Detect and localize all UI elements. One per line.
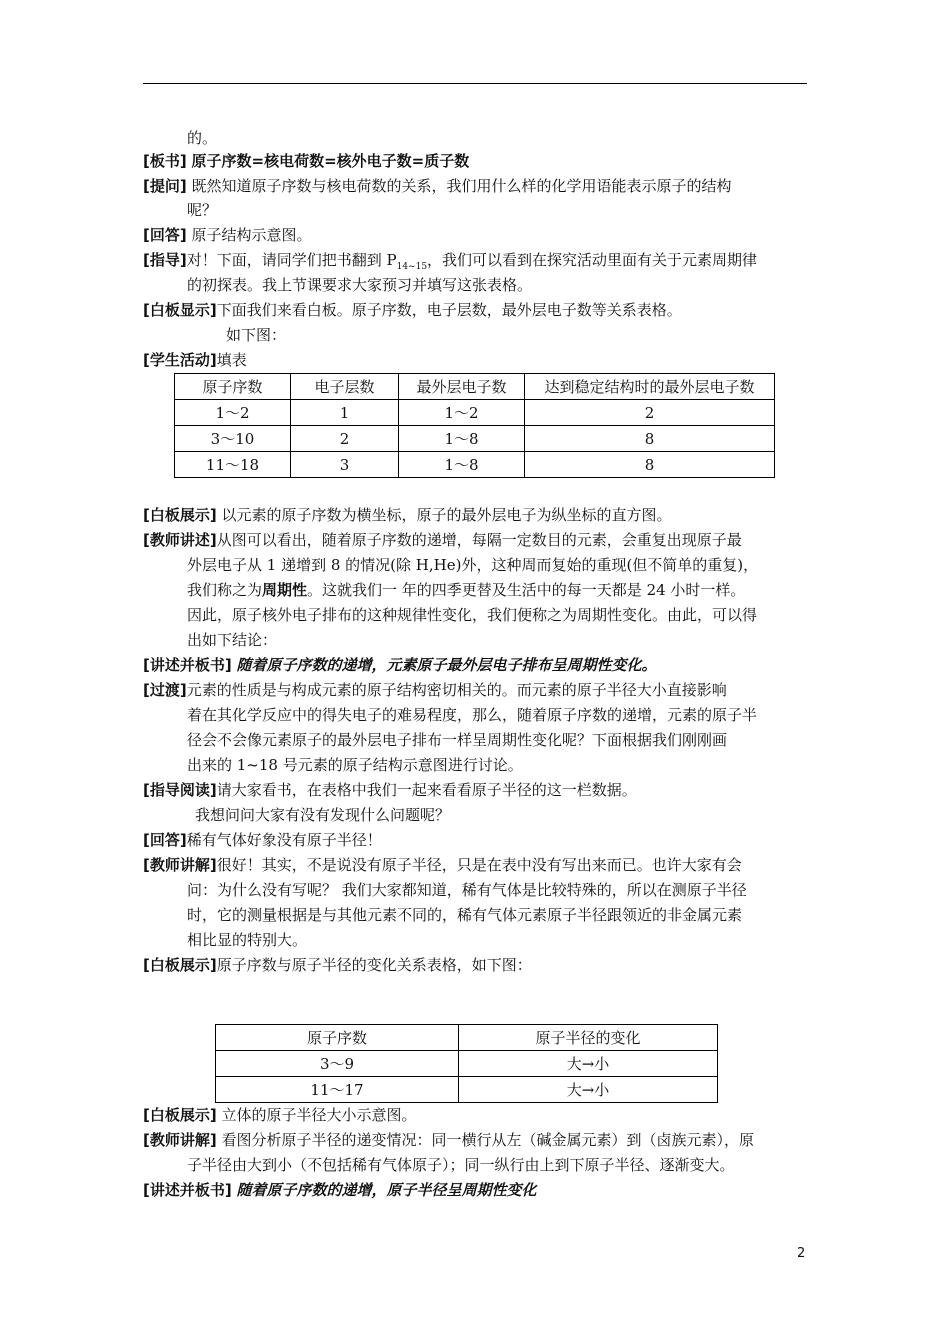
line-text: 下面我们来看白板。原子序数，电子层数，最外层电子数等关系表格。 bbox=[216, 301, 682, 319]
table-header: 达到稳定结构时的最外层电子数 bbox=[525, 374, 775, 400]
table-row bbox=[175, 452, 775, 478]
periodic-table-1 bbox=[174, 373, 775, 478]
table-cell: 大→小 bbox=[459, 1051, 718, 1077]
line-text: 填表 bbox=[216, 351, 247, 369]
emphasis-text: 周期性 bbox=[262, 581, 308, 599]
line-text: 对！下面，请同学们把书翻到 P bbox=[186, 251, 397, 269]
text-line bbox=[143, 780, 637, 800]
line-text: 原子序数与原子半径的变化关系表格，如下图： bbox=[216, 956, 532, 974]
section-tag: [讲述并板书] bbox=[143, 1181, 232, 1199]
text-line: 相比显的特别大。 bbox=[187, 931, 308, 949]
text-line bbox=[143, 655, 657, 675]
text-line: 的。 bbox=[187, 129, 218, 147]
atomic-radius-table bbox=[215, 1024, 718, 1103]
line-text: 很好！其实，不是说没有原子半径，只是在表中没有写出来而已。也许大家有会 bbox=[216, 856, 742, 874]
table-cell: 大→小 bbox=[459, 1077, 718, 1103]
table-header: 最外层电子数 bbox=[399, 374, 525, 400]
text-line bbox=[143, 151, 469, 171]
table-row bbox=[175, 400, 775, 426]
table-cell: 1～2 bbox=[399, 400, 525, 426]
text-line: 时，它的测量根据是与其他元素不同的，稀有气体元素原子半径跟领近的非金属元素 bbox=[187, 906, 743, 924]
section-tag: [白板展示] bbox=[143, 956, 217, 974]
table-cell: 2 bbox=[291, 426, 399, 452]
text-line: 如下图： bbox=[226, 326, 287, 344]
line-text: 既然知道原子序数与核电荷数的关系，我们用什么样的化学用语能表示原子的结构 bbox=[191, 177, 732, 195]
text-line: 我想问问大家有没有发现什么问题呢？ bbox=[195, 806, 451, 824]
table-cell: 1～8 bbox=[399, 452, 525, 478]
text-line: 出来的 1~18 号元素的原子结构示意图进行讨论。 bbox=[187, 756, 523, 774]
table-header-row bbox=[216, 1025, 718, 1051]
section-tag: [板书] bbox=[143, 152, 187, 170]
table-header: 电子层数 bbox=[291, 374, 399, 400]
table-cell: 3 bbox=[291, 452, 399, 478]
section-tag: [教师讲述] bbox=[143, 531, 217, 549]
text-line: 的初探表。我上节课要求大家预习并填写这张表格。 bbox=[187, 276, 533, 294]
table-cell: 8 bbox=[525, 426, 775, 452]
text-line: 出如下结论： bbox=[187, 631, 278, 649]
page-number: 2 bbox=[797, 1246, 806, 1261]
text-line bbox=[187, 580, 745, 600]
line-text: 看图分析原子半径的递变情况：同一横行从左（碱金属元素）到（卤族元素），原 bbox=[221, 1131, 755, 1149]
text-line: 因此，原子核外电子排布的这种规律性变化，我们便称之为周期性变化。由此，可以得 bbox=[187, 606, 758, 624]
section-tag: [指导阅读] bbox=[143, 781, 217, 799]
text-line bbox=[143, 250, 757, 277]
section-tag: [回答] bbox=[143, 831, 187, 849]
text-line bbox=[143, 830, 382, 850]
table-cell: 2 bbox=[525, 400, 775, 426]
text-line: 着在其化学反应中的得失电子的难易程度，那么，随着原子序数的递增，元素的原子半 bbox=[187, 706, 758, 724]
section-tag: [指导] bbox=[143, 251, 187, 269]
text-line bbox=[143, 1180, 537, 1200]
table-header: 原子序数 bbox=[216, 1025, 459, 1051]
header-rule bbox=[143, 83, 807, 84]
line-text: 请大家看书，在表格中我们一起来看看原子半径的这一栏数据。 bbox=[216, 781, 637, 799]
section-tag: [白板展示] bbox=[143, 1106, 217, 1124]
section-tag: [教师讲解] bbox=[143, 856, 217, 874]
table-header: 原子半径的变化 bbox=[459, 1025, 718, 1051]
line-text: 我们称之为 bbox=[187, 581, 263, 599]
table-cell: 8 bbox=[525, 452, 775, 478]
text-line bbox=[143, 505, 672, 525]
section-tag: [白板展示] bbox=[143, 506, 217, 524]
board-text: 随着原子序数的递增，原子半径呈周期性变化 bbox=[236, 1181, 537, 1199]
table-header-row bbox=[175, 374, 775, 400]
table-cell: 3～9 bbox=[216, 1051, 459, 1077]
table-cell: 1～8 bbox=[399, 426, 525, 452]
text-line: 呢？ bbox=[187, 201, 218, 219]
text-line bbox=[143, 680, 727, 700]
text-line bbox=[143, 300, 682, 320]
line-text: 原子结构示意图。 bbox=[191, 226, 312, 244]
text-line bbox=[143, 350, 247, 370]
line-text: 以元素的原子序数为横坐标，原子的最外层电子为纵坐标的直方图。 bbox=[221, 506, 672, 524]
section-tag: [白板显示] bbox=[143, 301, 217, 319]
table-row bbox=[216, 1051, 718, 1077]
text-line: 子半径由大到小（不包括稀有气体原子）；同一纵行由上到下原子半径、逐渐变大。 bbox=[187, 1156, 735, 1174]
section-tag: [提问] bbox=[143, 177, 187, 195]
line-text: 立体的原子半径大小示意图。 bbox=[221, 1106, 417, 1124]
table-cell: 1 bbox=[291, 400, 399, 426]
table-cell: 11～18 bbox=[175, 452, 291, 478]
table-row bbox=[175, 426, 775, 452]
board-text: 随着原子序数的递增，元素原子最外层电子排布呈周期性变化。 bbox=[236, 656, 657, 674]
subscript: 14~15 bbox=[396, 262, 428, 272]
text-line bbox=[143, 1105, 417, 1125]
text-line bbox=[143, 225, 312, 245]
line-text: 从图可以看出，随着原子序数的递增，每隔一定数目的元素，会重复出现原子最 bbox=[216, 531, 742, 549]
text-line bbox=[143, 530, 742, 550]
text-line bbox=[143, 1130, 754, 1150]
section-tag: [过渡] bbox=[143, 681, 187, 699]
text-line: 外层电子从 1 递增到 8 的情况(除 H,He)外，这种周而复始的重现(但不简单的重复)， bbox=[187, 556, 759, 574]
section-tag: [学生活动] bbox=[143, 351, 217, 369]
section-tag: [教师讲解] bbox=[143, 1131, 217, 1149]
section-tag: [讲述并板书] bbox=[143, 656, 232, 674]
section-tag: [回答] bbox=[143, 226, 187, 244]
text-line bbox=[143, 955, 532, 975]
text-line: 径会不会像元素原子的最外层电子排布一样呈周期性变化呢？下面根据我们刚刚画 bbox=[187, 731, 728, 749]
table-header: 原子序数 bbox=[175, 374, 291, 400]
table-cell: 1～2 bbox=[175, 400, 291, 426]
text-line: 问：为什么没有写呢？ 我们大家都知道，稀有气体是比较特殊的，所以在测原子半径 bbox=[187, 881, 747, 899]
table-cell: 11～17 bbox=[216, 1077, 459, 1103]
table-cell: 3～10 bbox=[175, 426, 291, 452]
table-row bbox=[216, 1077, 718, 1103]
board-text: 原子序数=核电荷数=核外电子数=质子数 bbox=[191, 152, 470, 170]
line-text: 。这就我们一 年的四季更替及生活中的每一天都是 24 小时一样。 bbox=[307, 581, 746, 599]
line-text: ，我们可以看到在探究活动里面有关于元素周期律 bbox=[427, 251, 758, 269]
line-text: 稀有气体好象没有原子半径！ bbox=[186, 831, 382, 849]
text-line bbox=[143, 855, 742, 875]
text-line bbox=[143, 176, 732, 196]
line-text: 元素的性质是与构成元素的原子结构密切相关的。而元素的原子半径大小直接影响 bbox=[186, 681, 727, 699]
